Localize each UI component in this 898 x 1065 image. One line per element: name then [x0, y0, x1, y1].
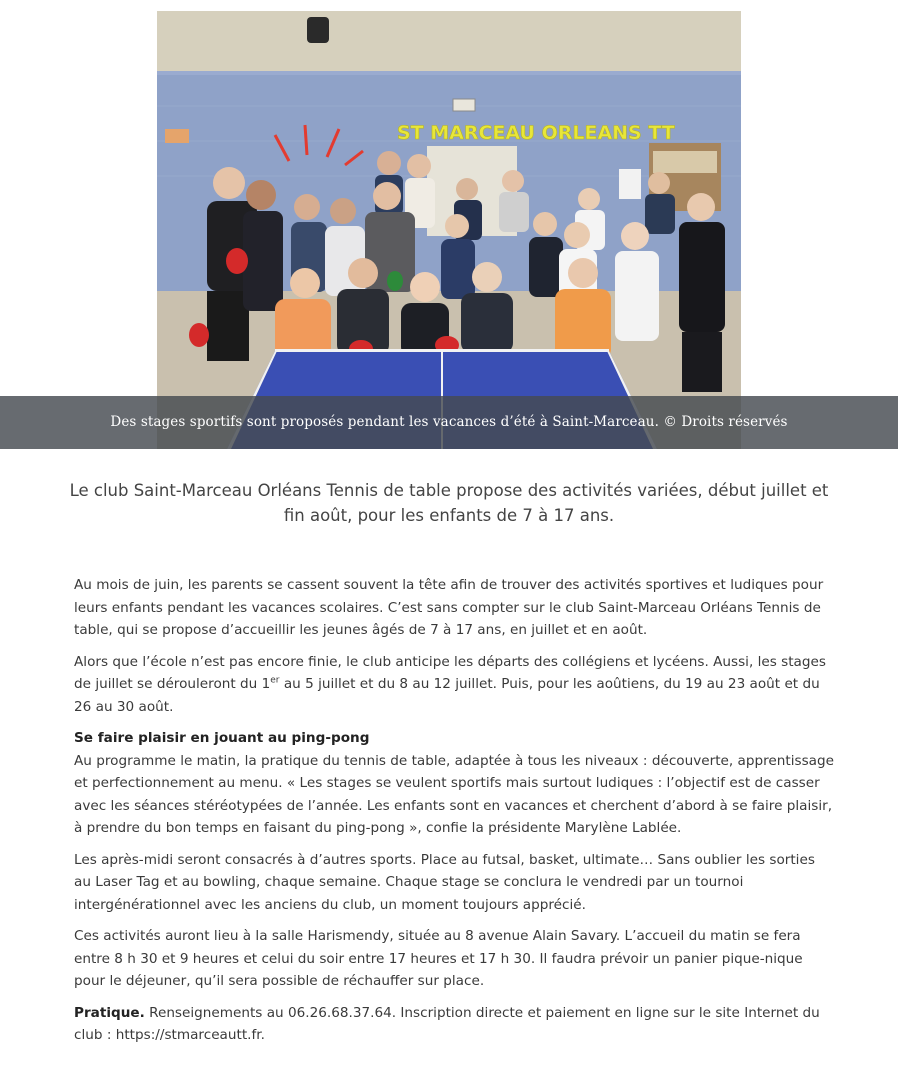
article-paragraph: Ces activités auront lieu à la salle Harismendy, située au 8 avenue Alain Savary. L’accueil du matin se fera entre 8 h 30 et 9 heures et celui du soir entre 17 heures et 17 h 30. Il faudra prévoir un panier pique-nique pour le déjeuner, qu’il sera possible de réchauffer sur place.	[74, 928, 803, 989]
article-paragraph-dates	[74, 651, 834, 719]
article-lead: Le club Saint-Marceau Orléans Tennis de table propose des activités variées, début juillet et fin août, pour les enfants de 7 à 17 ans.	[69, 481, 829, 525]
paragraph-text-before: Alors que l’école n’est pas encore finie, le club anticipe les départs des collégiens et lycéens. Aussi, les stages de juillet se dérouleront du 1	[74, 653, 826, 692]
paragraph-text-after: au 5 juillet et du 8 au 12 juillet. Puis, pour les aoûtiens, du 19 au 23 août et du 26 au 30 août.	[74, 676, 820, 715]
photo-caption: Des stages sportifs sont proposés pendant les vacances d’été à Saint-Marceau. © Droits réservés	[0, 396, 898, 449]
article-paragraph: Au mois de juin, les parents se cassent souvent la tête afin de trouver des activités sportives et ludiques pour leurs enfants pendant les vacances scolaires. C’est sans compter sur le club Saint-Marceau Orléans Tennis de table, qui se propose d’accueillir les jeunes âgés de 7 à 17 ans, en juillet et en août.	[74, 577, 824, 638]
group-photo-illustration	[157, 11, 741, 449]
article-paragraph: Au programme le matin, la pratique du tennis de table, adaptée à tous les niveaux : découverte, apprentissage et perfectionnement au menu. « Les stages se veulent sportifs mais surtout ludiques : l’objectif est de casser avec les séances stéréotypées de l’année. Les enfants sont en vacances et cherchent d’abord à se faire plaisir, à prendre du bon temps en faisant du ping-pong », confie la présidente Marylène Lablée.	[74, 752, 835, 836]
article-paragraph: Les après-midi seront consacrés à d’autres sports. Place au futsal, basket, ultimate… Sans oublier les sorties au Laser Tag et au bowling, chaque semaine. Chaque stage se conclura le vendredi par un tournoi intergénérationnel avec les anciens du club, un moment toujours apprécié.	[74, 851, 815, 913]
article-body	[74, 574, 834, 1056]
practical-text: Renseignements au 06.26.68.37.64. Inscription directe et paiement en ligne sur le site Internet du club : https://stmarceautt.fr.	[74, 1004, 820, 1043]
practical-label: Pratique.	[74, 1004, 145, 1021]
article-paragraph-practical	[74, 1002, 834, 1047]
article-photo-figure	[0, 0, 898, 449]
article-subheading: Se faire plaisir en jouant au ping-pong	[74, 730, 370, 746]
group-photo	[157, 11, 741, 449]
svg-text:ST MARCEAU ORLEANS TT: ST MARCEAU ORLEANS TT	[397, 122, 675, 144]
ordinal-superscript: er	[270, 675, 280, 686]
